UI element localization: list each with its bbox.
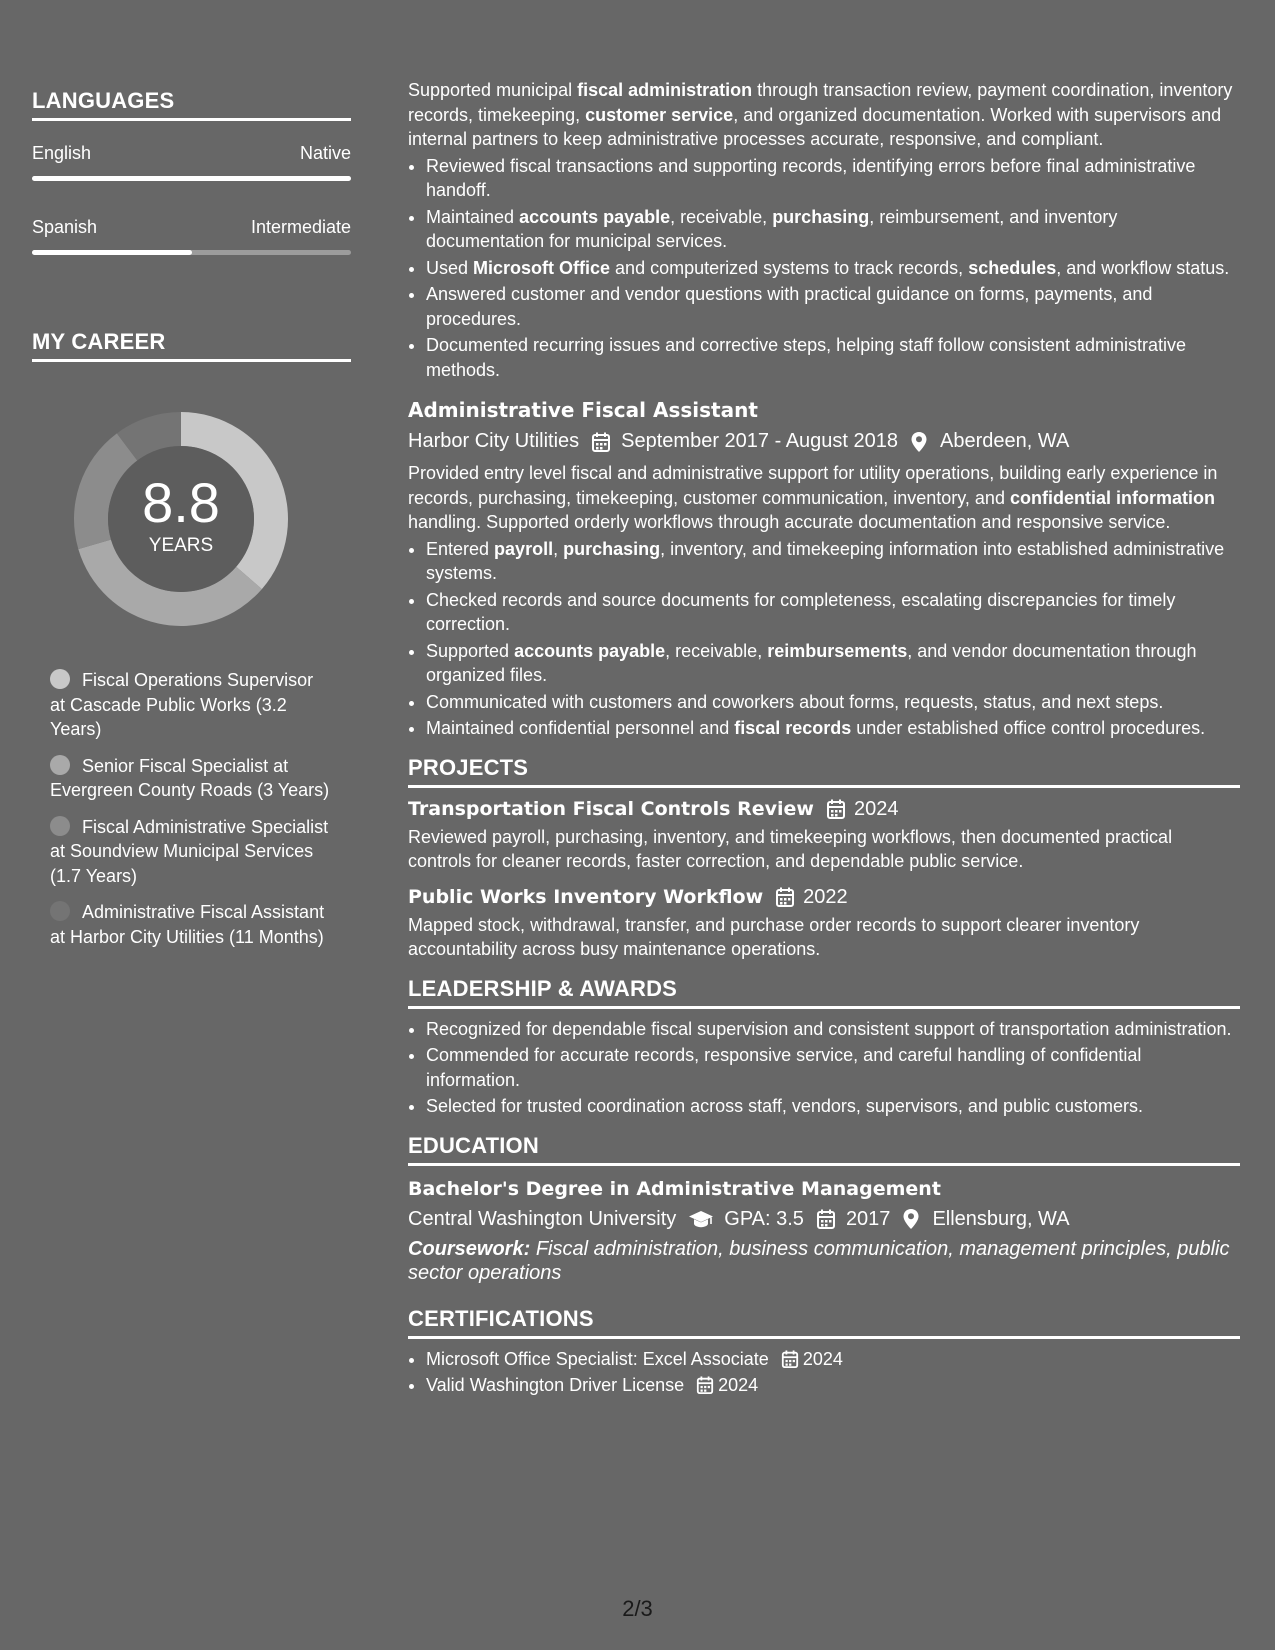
leadership-item: • Recognized for dependable fiscal supervision and consistent support of transportation administration. — [426, 1017, 1240, 1042]
job-description: Provided entry level fiscal and administrative support for utility operations, building early experience in records, purchasing, timekeeping, customer communication, inventory, and confidential information handling. Supported orderly workflows through accurate documentation and responsive service. — [408, 463, 1218, 532]
job-bullet: • Maintained accounts payable, receivable, purchasing, reimbursement, and inventory documentation for municipal services. — [426, 205, 1240, 254]
language-item — [32, 217, 351, 255]
job-company: Harbor City Utilities — [408, 430, 580, 452]
coursework-label: Coursework: — [408, 1237, 531, 1260]
projects-heading: PROJECTS — [408, 755, 1240, 788]
career-legend-label: Administrative Fiscal Assistant at Harbor City Utilities (11 Months) — [50, 902, 325, 947]
certification-name: • Microsoft Office Specialist: Excel Associate — [426, 1348, 769, 1369]
career-section — [32, 329, 351, 949]
job-bullet: • Communicated with customers and coworkers about forms, requests, status, and next steps. — [426, 690, 1240, 715]
language-level-bar — [32, 176, 351, 181]
calendar-icon — [775, 886, 795, 908]
job-bullets — [408, 537, 1240, 741]
calendar-icon — [696, 1375, 714, 1395]
language-level-fill — [32, 250, 192, 255]
language-level: Native — [299, 143, 351, 163]
language-name: Spanish — [32, 217, 98, 237]
legend-dot-icon — [50, 901, 70, 921]
job-bullet: • Reviewed fiscal transactions and supporting records, identifying errors before final administrative handoff. — [426, 154, 1240, 203]
page-number: 2/3 — [622, 1596, 653, 1621]
career-legend — [50, 668, 330, 949]
project-item — [408, 798, 1240, 874]
education-school: Central Washington University — [408, 1207, 677, 1230]
career-donut-chart — [66, 404, 296, 634]
career-legend-label: Senior Fiscal Specialist at Evergreen County Roads (3 Years) — [50, 755, 330, 800]
education-coursework — [408, 1237, 1240, 1286]
certifications-heading: CERTIFICATIONS — [408, 1306, 1240, 1339]
education-meta — [408, 1208, 1240, 1231]
graduation-cap-icon — [688, 1208, 714, 1230]
job-bullet: • Supported accounts payable, receivable, reimbursements, and vendor documentation through organized files. — [426, 639, 1240, 688]
career-legend-label: Fiscal Operations Supervisor at Cascade Public Works (3.2 Years) — [50, 670, 314, 739]
certification-item — [426, 1347, 1240, 1372]
job-dates: September 2017 - August 2018 — [621, 430, 899, 452]
education-location: Ellensburg, WA — [932, 1207, 1070, 1230]
job-meta — [408, 430, 1240, 453]
sidebar — [32, 88, 351, 961]
calendar-icon — [816, 1208, 836, 1230]
language-item — [32, 143, 351, 181]
language-level: Intermediate — [250, 217, 351, 237]
education-year: 2017 — [845, 1207, 891, 1230]
leadership-item: • Selected for trusted coordination across staff, vendors, supervisors, and public customers. — [426, 1094, 1240, 1119]
education-degree: Bachelor's Degree in Administrative Management — [408, 1177, 941, 1200]
job-bullet: • Used Microsoft Office and computerized systems to track records, schedules, and workflow status. — [426, 256, 1240, 281]
language-level-bar — [32, 250, 351, 255]
career-legend-item — [50, 754, 330, 803]
job-bullet: • Documented recurring issues and corrective steps, helping staff follow consistent administrative methods. — [426, 333, 1240, 382]
project-item — [408, 886, 1240, 962]
legend-dot-icon — [50, 755, 70, 775]
education-gpa: GPA: 3.5 — [724, 1207, 804, 1230]
job-bullets — [408, 154, 1240, 383]
project-title: Transportation Fiscal Controls Review — [408, 798, 814, 820]
certifications-list — [408, 1347, 1240, 1398]
calendar-icon — [591, 431, 611, 453]
education-heading: EDUCATION — [408, 1133, 1240, 1166]
project-description: Reviewed payroll, purchasing, inventory, and timekeeping workflows, then documented practical controls for cleaner records, faster correction, and dependable public service. — [408, 826, 1173, 871]
career-legend-item — [50, 668, 330, 742]
legend-dot-icon — [50, 669, 70, 689]
calendar-icon — [781, 1349, 799, 1369]
job-location: Aberdeen, WA — [940, 430, 1070, 452]
location-pin-icon — [910, 431, 930, 453]
job-bullet: • Checked records and source documents for completeness, escalating discrepancies for timely correction. — [426, 588, 1240, 637]
certification-item — [426, 1373, 1240, 1398]
leadership-item: • Commended for accurate records, responsive service, and careful handling of confidential information. — [426, 1043, 1240, 1092]
legend-dot-icon — [50, 816, 70, 836]
calendar-icon — [826, 798, 846, 820]
certification-year: 2024 — [718, 1375, 759, 1395]
job-bullet: • Maintained confidential personnel and fiscal records under established office control procedures. — [426, 716, 1240, 741]
main-content — [408, 78, 1240, 1400]
career-legend-item — [50, 900, 330, 949]
career-heading: MY CAREER — [32, 329, 351, 362]
project-date: 2024 — [853, 797, 899, 820]
leadership-list — [408, 1017, 1240, 1119]
job-title: Administrative Fiscal Assistant — [408, 398, 758, 422]
languages-heading: LANGUAGES — [32, 88, 351, 121]
career-legend-label: Fiscal Administrative Specialist at Soundview Municipal Services (1.7 Years) — [50, 816, 329, 886]
certification-name: • Valid Washington Driver License — [426, 1375, 685, 1395]
language-name: English — [32, 143, 92, 163]
location-pin-icon — [902, 1208, 922, 1230]
job-description: Supported municipal fiscal administration through transaction review, payment coordination, inventory records, timekeeping, customer service, and organized documentation. Worked with supervisors and internal partners to keep administrative processes accurate, responsive, and compliant. — [408, 80, 1233, 149]
job-bullet: • Answered customer and vendor questions with practical guidance on forms, payments, and procedures. — [426, 282, 1240, 331]
career-total-value: 8.8 — [142, 471, 220, 534]
project-date: 2022 — [803, 885, 848, 908]
project-title: Public Works Inventory Workflow — [408, 886, 764, 908]
job-bullet: • Entered payroll, purchasing, inventory, and timekeeping information into established administrative systems. — [426, 537, 1240, 586]
certification-year: 2024 — [802, 1348, 843, 1369]
project-description: Mapped stock, withdrawal, transfer, and purchase order records to support clearer inventory accountability across busy maintenance operations. — [408, 914, 1140, 959]
language-level-fill — [32, 176, 351, 181]
career-legend-item — [50, 815, 330, 889]
career-total-unit: YEARS — [148, 535, 214, 556]
leadership-heading: LEADERSHIP & AWARDS — [408, 976, 1240, 1009]
coursework-text: Fiscal administration, business communication, management principles, public sector operations — [408, 1237, 1230, 1284]
